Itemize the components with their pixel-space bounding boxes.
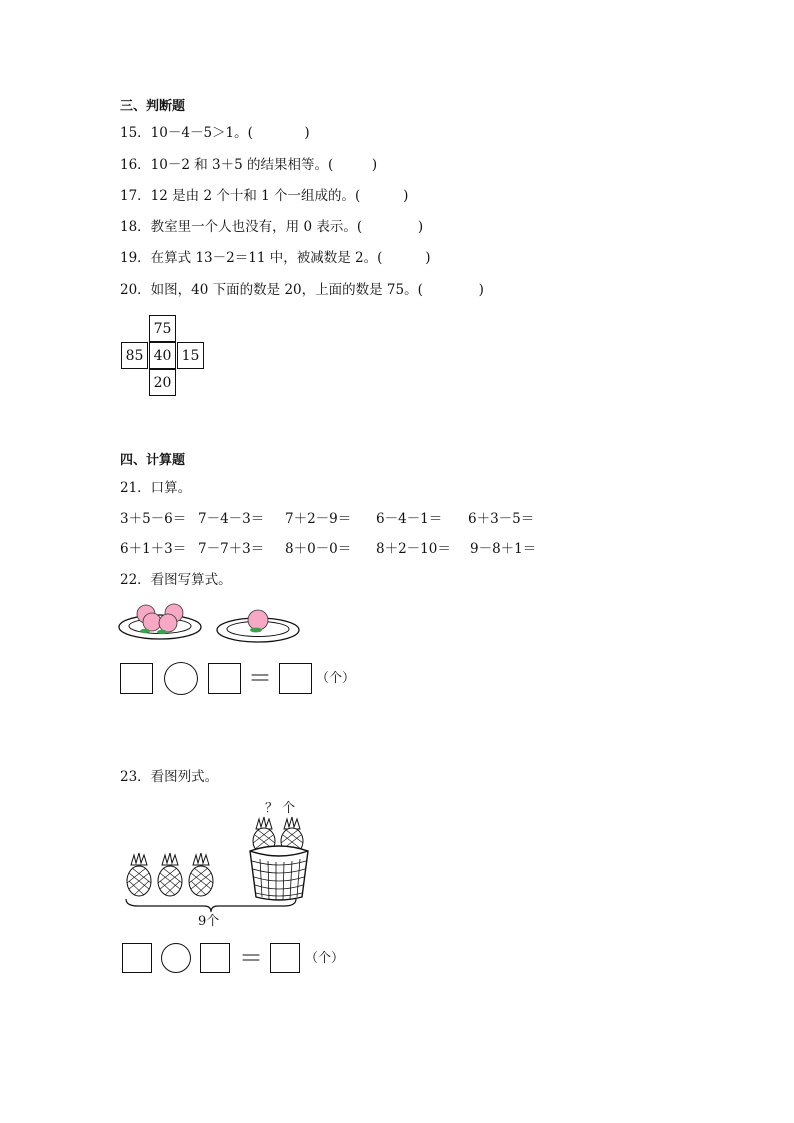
calc-item: 3＋5－6＝: [120, 511, 187, 527]
brace-icon: [124, 897, 298, 913]
calc-item: 8＋2－10＝: [376, 541, 451, 557]
grid-cell-left: 85: [121, 342, 148, 369]
section-3-heading: 三、判断题: [120, 99, 186, 114]
calc-item: 6－4－1＝: [376, 511, 443, 527]
question-15: 15．10－4－5＞1。( ): [120, 125, 310, 141]
calc-item: 9－8＋1＝: [470, 541, 537, 557]
answer-box-1[interactable]: [120, 663, 153, 694]
calc-item: 7－4－3＝: [198, 511, 265, 527]
question-20: 20．如图，40 下面的数是 20，上面的数是 75。( ): [120, 282, 484, 298]
grid-cell-right: 15: [177, 342, 204, 369]
question-22-label: 22．看图写算式。: [120, 572, 232, 588]
question-mark-label: ？ 个: [265, 801, 296, 816]
answer-box-result[interactable]: [270, 943, 300, 973]
pineapple-icon: [122, 853, 218, 899]
equals-sign: ＝: [248, 664, 272, 692]
grid-cell-center: 40: [149, 342, 176, 369]
answer-box-2[interactable]: [200, 943, 230, 973]
answer-box-result[interactable]: [279, 663, 312, 694]
calc-item: 7－7＋3＝: [198, 541, 265, 557]
question-16: 16．10－2 和 3＋5 的结果相等。( ): [120, 157, 378, 173]
answer-box-2[interactable]: [208, 663, 241, 694]
operator-circle[interactable]: [164, 662, 198, 695]
answer-box-1[interactable]: [122, 943, 152, 973]
unit-label: （个）: [316, 671, 356, 686]
question-23-label: 23．看图列式。: [120, 769, 219, 785]
operator-circle[interactable]: [161, 943, 191, 973]
calc-item: 6＋1＋3＝: [120, 541, 187, 557]
question-19: 19．在算式 13－2＝11 中，被减数是 2。( ): [120, 250, 431, 266]
grid-cell-bottom: 20: [149, 369, 176, 396]
grid-cell-top: 75: [149, 315, 176, 342]
question-17: 17．12 是由 2 个十和 1 个一组成的。( ): [120, 188, 409, 204]
calc-item: 7＋2－9＝: [285, 511, 352, 527]
basket-icon: [246, 817, 312, 901]
unit-label: （个）: [305, 951, 345, 966]
equals-sign: ＝: [239, 944, 263, 972]
calc-item: 8＋0－0＝: [285, 541, 352, 557]
calc-item: 6＋3－5＝: [468, 511, 535, 527]
section-4-heading: 四、计算题: [120, 453, 186, 468]
question-18: 18．教室里一个人也没有，用 0 表示。( ): [120, 219, 424, 235]
peach-plate-icon: [118, 600, 308, 648]
question-21-label: 21．口算。: [120, 480, 192, 496]
total-label: 9个: [198, 914, 220, 929]
